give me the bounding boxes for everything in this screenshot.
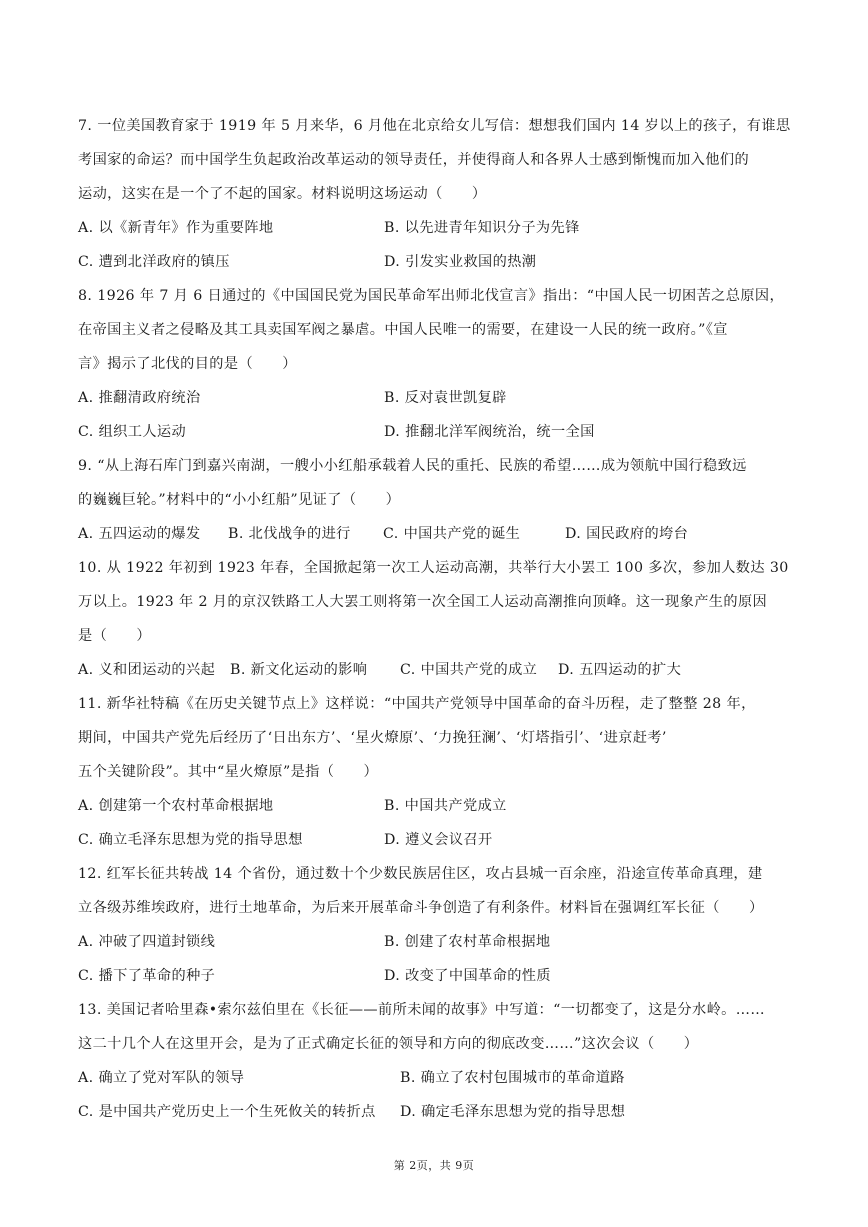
option-d[interactable]: D. 遵义会议召开 — [384, 832, 493, 848]
option-a[interactable]: A. 创建第一个农村革命根据地 — [78, 798, 274, 814]
stem-line: 是（ ） — [78, 628, 151, 644]
stem-line: 12. 红军长征共转战 14 个省份，通过数十个少数民族居住区，攻占县城一百余座，沿途宣传革命真理，建 — [78, 866, 763, 882]
stem-line: 这二十几个人在这里开会，是为了正式确定长征的领导和方向的彻底改变……”这次会议（ ） — [78, 1036, 699, 1052]
stem-line: 11. 新华社特稿《在历史关键节点上》这样说：“中国共产党领导中国革命的奋斗历程，走了整整 28 年， — [78, 696, 756, 712]
question-stem — [78, 687, 800, 789]
option-d[interactable]: D. 五四运动的扩大 — [558, 662, 682, 678]
option-b[interactable]: B. 中国共产党成立 — [384, 798, 507, 814]
option-d[interactable]: D. 引发实业救国的热潮 — [384, 254, 537, 270]
option-d[interactable]: D. 国民政府的垮台 — [565, 526, 689, 542]
stem-line: 考国家的命运？而中国学生负起政治改革运动的领导责任，并使得商人和各界人士感到惭愧而加入他们的 — [78, 152, 750, 168]
option-c[interactable]: C. 是中国共产党历史上一个生死攸关的转折点 — [78, 1104, 376, 1120]
question-stem — [78, 993, 800, 1061]
option-a[interactable]: A. 冲破了四道封锁线 — [78, 934, 216, 950]
stem-line: 万以上。1923 年 2 月的京汉铁路工人大罢工则将第一次全国工人运动高潮推向顶峰。这一现象产生的原因 — [78, 594, 768, 610]
option-b[interactable]: B. 北伐战争的进行 — [228, 526, 351, 542]
option-row — [78, 1061, 800, 1095]
question-stem — [78, 449, 800, 517]
option-row — [78, 1095, 800, 1129]
option-b[interactable]: B. 确立了农村包围城市的革命道路 — [400, 1070, 625, 1086]
stem-line: 五个关键阶段”。其中“星火燎原”是指（ ） — [78, 764, 379, 780]
option-row — [78, 211, 800, 245]
option-row — [78, 517, 800, 551]
question-stem — [78, 857, 800, 925]
option-d[interactable]: D. 改变了中国革命的性质 — [384, 968, 551, 984]
option-row — [78, 823, 800, 857]
option-c[interactable]: C. 组织工人运动 — [78, 424, 187, 440]
stem-line: 运动，这实在是一个了不起的国家。材料说明这场运动（ ） — [78, 186, 487, 202]
option-row — [78, 245, 800, 279]
question-stem — [78, 551, 800, 653]
question-13 — [78, 993, 800, 1129]
stem-line: 在帝国主义者之侵略及其工具卖国军阀之暴虐。中国人民唯一的需要，在建设一人民的统一政府。”《宣 — [78, 322, 728, 338]
question-11 — [78, 687, 800, 857]
option-row — [78, 653, 800, 687]
stem-line: 7. 一位美国教育家于 1919 年 5 月来华，6 月他在北京给女儿写信：想想我们国内 14 岁以上的孩子，有谁思 — [78, 118, 791, 134]
option-a[interactable]: A. 以《新青年》作为重要阵地 — [78, 220, 274, 236]
stem-line: 言》揭示了北伐的目的是（ ） — [78, 356, 297, 372]
stem-line: 8. 1926 年 7 月 6 日通过的《中国国民党为国民革命军出师北伐宣言》指出：“中国人民一切困苦之总原因， — [78, 288, 785, 304]
question-7 — [78, 109, 800, 279]
question-8 — [78, 279, 800, 449]
option-a[interactable]: A. 推翻清政府统治 — [78, 390, 201, 406]
option-a[interactable]: A. 五四运动的爆发 — [78, 526, 201, 542]
option-d[interactable]: D. 推翻北洋军阀统治，统一全国 — [384, 424, 595, 440]
question-list — [78, 109, 800, 1129]
stem-line: 13. 美国记者哈里森•索尔兹伯里在《长征——前所未闻的故事》中写道：“一切都变了，这是分水岭。…… — [78, 1002, 765, 1018]
option-b[interactable]: B. 新文化运动的影响 — [230, 662, 368, 678]
option-c[interactable]: C. 中国共产党的诞生 — [383, 526, 521, 542]
option-row — [78, 381, 800, 415]
option-c[interactable]: C. 遭到北洋政府的镇压 — [78, 254, 230, 270]
stem-line: 9. “从上海石库门到嘉兴南湖，一艘小小红船承载着人民的重托、民族的希望……成为领航中国行稳致远 — [78, 458, 747, 474]
option-row — [78, 959, 800, 993]
option-b[interactable]: B. 反对袁世凯复辟 — [384, 390, 507, 406]
question-9 — [78, 449, 800, 551]
option-b[interactable]: B. 创建了农村革命根据地 — [384, 934, 551, 950]
option-row — [78, 925, 800, 959]
option-a[interactable]: A. 义和团运动的兴起 — [78, 662, 216, 678]
option-c[interactable]: C. 中国共产党的成立 — [400, 662, 538, 678]
page-number: 第 2页，共 9页 — [393, 1159, 475, 1172]
option-row — [78, 415, 800, 449]
question-12 — [78, 857, 800, 993]
question-10 — [78, 551, 800, 687]
stem-line: 10. 从 1922 年初到 1923 年春，全国掀起第一次工人运动高潮，共举行大小罢工 100 多次，参加人数达 30 — [78, 560, 789, 576]
option-a[interactable]: A. 确立了党对军队的领导 — [78, 1070, 245, 1086]
option-c[interactable]: C. 播下了革命的种子 — [78, 968, 216, 984]
option-c[interactable]: C. 确立毛泽东思想为党的指导思想 — [78, 832, 303, 848]
stem-line: 的巍巍巨轮。”材料中的“小小红船”见证了（ ） — [78, 492, 401, 508]
option-b[interactable]: B. 以先进青年知识分子为先锋 — [384, 220, 580, 236]
option-row — [78, 789, 800, 823]
stem-line: 立各级苏维埃政府，进行土地革命，为后来开展革命斗争创造了有利条件。材料旨在强调红军长征（ ） — [78, 900, 764, 916]
question-stem — [78, 109, 800, 211]
option-d[interactable]: D. 确定毛泽东思想为党的指导思想 — [400, 1104, 626, 1120]
stem-line: 期间，中国共产党先后经历了‘日出东方’、‘星火燎原’、‘力挽狂澜’、‘灯塔指引’、‘进京赶考’ — [78, 730, 667, 746]
question-stem — [78, 279, 800, 381]
